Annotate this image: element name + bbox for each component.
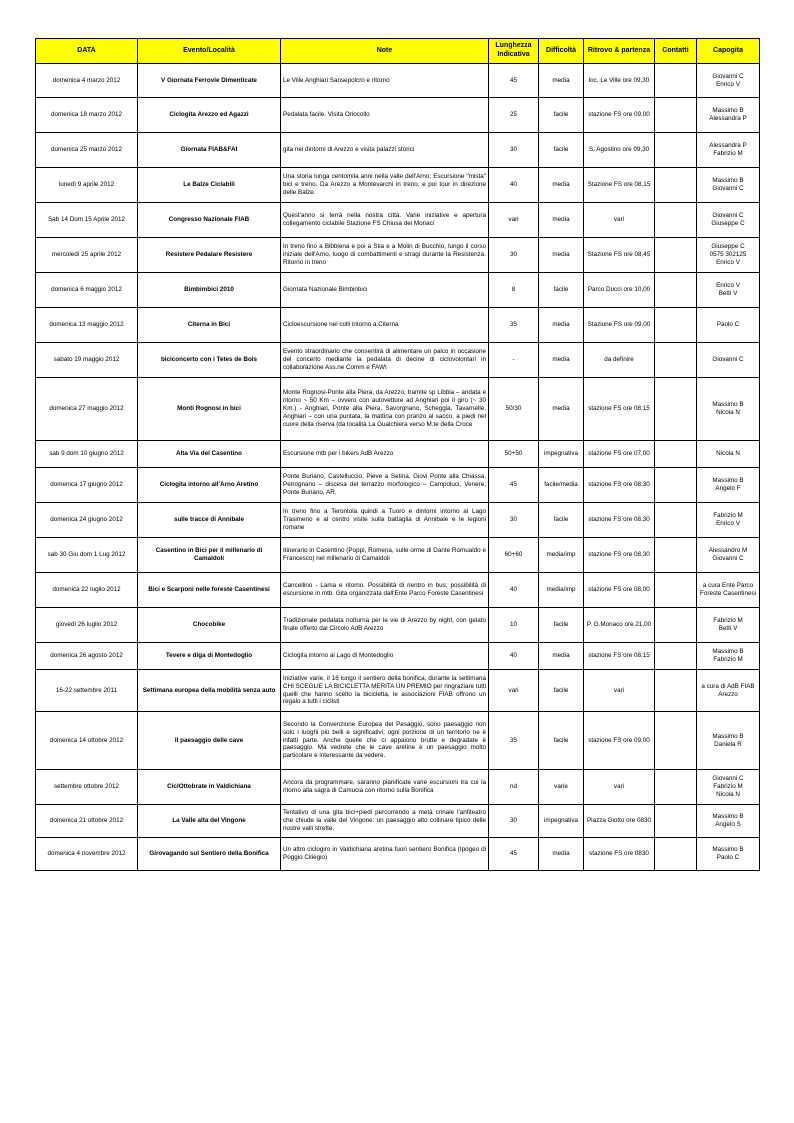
row-contact: [655, 468, 697, 503]
row-date: domenica 26 agosto 2012: [36, 643, 138, 670]
row-difficulty: facile: [539, 670, 584, 712]
row-notes: Tentativo di una gita bici+piedi percorrendo a metà crinale l'anfiteatro che chiude la valle del Vingone: un paesaggio alto collinare tipico delle nostre valli strette.: [281, 805, 489, 838]
row-leader: Massimo B Angelo F: [697, 468, 760, 503]
row-event: V Giornata Ferrovie Dimenticate: [138, 64, 281, 98]
row-notes: Tradizionale pedalata notturna per le vie di Arezzo by night, con gelato finale offerto dal Circolo AdB Arezzo: [281, 608, 489, 643]
row-difficulty: facile: [539, 712, 584, 770]
row-notes: Ciclogita intorno al Lago di Montedoglio: [281, 643, 489, 670]
row-length: 45: [489, 64, 539, 98]
row-meeting: stazione FS ore 08,30: [584, 503, 655, 538]
row-event: Citerna in Bici: [138, 308, 281, 343]
table-row: [36, 308, 760, 343]
row-difficulty: media: [539, 643, 584, 670]
row-date: Sab 14 Dom 15 Aprile 2012: [36, 203, 138, 238]
row-leader: Giovanni C Fabrizio M Nicola N: [697, 770, 760, 805]
table-row: [36, 573, 760, 608]
row-length: 30: [489, 805, 539, 838]
row-event: Giornata FIAB&FAI: [138, 133, 281, 168]
row-meeting: stazione FS ore 08,15: [584, 378, 655, 441]
row-event: Chocobike: [138, 608, 281, 643]
table-row: [36, 378, 760, 441]
row-date: giovedì 26 luglio 2012: [36, 608, 138, 643]
row-notes: Un altro ciclogiro in Valdichiana aretina fuori sentiero Bonifica (Ipogeo di Poggio Ciliegio): [281, 838, 489, 871]
row-event: CiclOttobrate in Valdichiana: [138, 770, 281, 805]
row-leader: Massimo B Daniela R: [697, 712, 760, 770]
row-date: domenica 17 giugno 2012: [36, 468, 138, 503]
row-contact: [655, 608, 697, 643]
row-event: Ciclogita Arezzo ed Agazzi: [138, 98, 281, 133]
row-contact: [655, 770, 697, 805]
table-row: [36, 168, 760, 203]
row-contact: [655, 378, 697, 441]
row-meeting: stazione FS ore 08,30: [584, 468, 655, 503]
row-difficulty: media: [539, 64, 584, 98]
table-row: [36, 538, 760, 573]
row-length: 30: [489, 133, 539, 168]
table-row: [36, 98, 760, 133]
row-meeting: stazione FS ore 0830: [584, 838, 655, 871]
row-leader: Alessandro M Giovanni C: [697, 538, 760, 573]
row-event: Bimbimbici 2010: [138, 273, 281, 308]
row-difficulty: media/imp: [539, 573, 584, 608]
row-length: 50+50: [489, 441, 539, 468]
row-meeting: vari: [584, 203, 655, 238]
row-contact: [655, 573, 697, 608]
row-event: Ciclogita intorno all'Arno Aretino: [138, 468, 281, 503]
row-difficulty: media: [539, 168, 584, 203]
row-meeting: Parco Ducci ore 10,00: [584, 273, 655, 308]
row-length: nd: [489, 770, 539, 805]
row-notes: Secondo la Convenzione Europea del Pesaggio, sono paesaggio non solo i luoghi più belli e significativi; ogni porzione di un territorio ne è infatti parte. Anche quelle che ci appaiono brutte e degradate è paesaggio. Ma vedrete che le cave aretine è un paesaggio molto particolare e interessante da vedere.: [281, 712, 489, 770]
row-contact: [655, 64, 697, 98]
row-event: Bici e Scarponi nelle foreste Casentinesi: [138, 573, 281, 608]
row-notes: Pedalata facile. Visita Oriocollo: [281, 98, 489, 133]
row-difficulty: media: [539, 838, 584, 871]
row-length: 25: [489, 98, 539, 133]
row-difficulty: media: [539, 308, 584, 343]
row-contact: [655, 168, 697, 203]
header-event: Evento/Località: [138, 39, 281, 64]
row-notes: Cicloescursione nei colli intorno a Citerna: [281, 308, 489, 343]
row-date: settembre ottobre 2012: [36, 770, 138, 805]
row-notes: In treno fino a Terontola quindi a Tuoro e dintorni intorno al Lago Trasimeno e al centro visite sulla battaglia di Annibale e le legioni romane: [281, 503, 489, 538]
row-date: domenica 4 novembre 2012: [36, 838, 138, 871]
row-length: vari: [489, 670, 539, 712]
table-row: [36, 670, 760, 712]
table-row: [36, 343, 760, 378]
row-date: domenica 21 ottobre 2012: [36, 805, 138, 838]
row-notes: Iniziative varie, il 16 lungo il sentiero della bonifica, durante la settimana CHI SCEGLIE LA BICICLETTA MERITA UN PREMIO per ringraziare tutti quelli che hanno scelto la bicicletta, le associazioni FIAB offrono un regalo a tutti i ciclisti: [281, 670, 489, 712]
row-notes: Ponte Buriano, Castelluccio, Pieve a Setina, Giovi Ponte alla Chiassa, Petrognano – discesa del terrazzo morfologico – Campoluci, Venere, Ponte Buriano, AR.: [281, 468, 489, 503]
table-row: [36, 712, 760, 770]
row-notes: Le Ville Anghiari Sansepolcro e ritorno: [281, 64, 489, 98]
row-contact: [655, 133, 697, 168]
row-leader: Fabrizio M Enrico V: [697, 503, 760, 538]
row-contact: [655, 670, 697, 712]
row-notes: Escursione mtb per i bikers AdB Arezzo: [281, 441, 489, 468]
events-table: [35, 38, 760, 871]
row-notes: Itinerario in Casentino (Poppi, Romena, sulle orme di Dante Romualdo e Francesco) nel millenario di Camaldoli: [281, 538, 489, 573]
row-contact: [655, 238, 697, 273]
row-meeting: stazione FS ore 09,00: [584, 98, 655, 133]
row-difficulty: impegnativa: [539, 805, 584, 838]
row-length: 30: [489, 238, 539, 273]
row-date: sabato 19 maggio 2012: [36, 343, 138, 378]
row-leader: Fabrizio M Betti V: [697, 608, 760, 643]
row-notes: Evento straordinario che consentirà di alimentare un palco in occasione del concerto mediante la pedalata di decine di ciclovolontari in collaborazione Ass.ne Comm e FAWI: [281, 343, 489, 378]
row-meeting: vari: [584, 770, 655, 805]
row-meeting: vari: [584, 670, 655, 712]
row-meeting: Stazione FS ore 08,15: [584, 168, 655, 203]
table-row: [36, 238, 760, 273]
row-date: domenica 13 maggio 2012: [36, 308, 138, 343]
row-notes: Una storia lunga centomila anni nella valle dell'Arno; Escursione "mista" bici e treno. Da Arezzo a Montevarchi in treno, e poi tour in direzione delle Balze.: [281, 168, 489, 203]
row-leader: Enrico V Betti V: [697, 273, 760, 308]
row-length: 40: [489, 168, 539, 203]
row-contact: [655, 838, 697, 871]
row-meeting: stazione FS ore 09,00: [584, 712, 655, 770]
row-leader: Giovanni C Giuseppe C: [697, 203, 760, 238]
row-date: mercoledì 25 aprile 2012: [36, 238, 138, 273]
row-difficulty: facile: [539, 133, 584, 168]
table-row: [36, 64, 760, 98]
row-event: Le Balze Ciclabili: [138, 168, 281, 203]
row-length: 30: [489, 503, 539, 538]
row-meeting: stazione FS ore 08,15: [584, 643, 655, 670]
row-leader: Massimo B Alessandra P: [697, 98, 760, 133]
header-difficulty: Difficoltà: [539, 39, 584, 64]
row-event: Congresso Nazionale FIAB: [138, 203, 281, 238]
row-leader: Massimo B Giovanni C: [697, 168, 760, 203]
header-meeting: Ritrovo & partenza: [584, 39, 655, 64]
row-contact: [655, 538, 697, 573]
row-leader: Massimo B Paolo C: [697, 838, 760, 871]
row-event: Alta Via del Casentino: [138, 441, 281, 468]
row-length: 50/30: [489, 378, 539, 441]
row-contact: [655, 98, 697, 133]
row-notes: In treno fino a Bibbiena e poi a Stia e a Molin di Bucchio, lungo il corso iniziale dell'Arno, luogo di combattimenti e stragi durante la Resistenza. Ritorno in treno: [281, 238, 489, 273]
row-length: 60+60: [489, 538, 539, 573]
row-leader: Massimo B Nicola N: [697, 378, 760, 441]
row-meeting: stazione FS ore 07,00: [584, 441, 655, 468]
row-notes: gita nei dintorni di Arezzo e visita palazzi storici: [281, 133, 489, 168]
table-row: [36, 133, 760, 168]
row-leader: Giuseppe C 0575 302125 Enrico V: [697, 238, 760, 273]
row-event: La Valle alta del Vingone: [138, 805, 281, 838]
table-row: [36, 441, 760, 468]
row-leader: Giovanni C Enrico V: [697, 64, 760, 98]
row-date: 16-22 settembre 2011: [36, 670, 138, 712]
table-row: [36, 838, 760, 871]
table-row: [36, 203, 760, 238]
row-leader: a cura Ente Parco Foreste Casentinesi: [697, 573, 760, 608]
row-date: domenica 25 marzo 2012: [36, 133, 138, 168]
row-difficulty: media: [539, 343, 584, 378]
row-date: domenica 14 ottobre 2012: [36, 712, 138, 770]
row-length: 35: [489, 308, 539, 343]
row-length: 45: [489, 468, 539, 503]
header-date: DATA: [36, 39, 138, 64]
row-event: Il paesaggio delle cave: [138, 712, 281, 770]
row-date: domenica 4 marzo 2012: [36, 64, 138, 98]
table-row: [36, 608, 760, 643]
row-length: 10: [489, 608, 539, 643]
table-row: [36, 643, 760, 670]
row-event: Monti Rognosi in bici: [138, 378, 281, 441]
row-difficulty: facile/media: [539, 468, 584, 503]
row-date: domenica 6 maggio 2012: [36, 273, 138, 308]
header-leader: Capogita: [697, 39, 760, 64]
row-length: vari: [489, 203, 539, 238]
row-meeting: stazione FS ore 08,00: [584, 573, 655, 608]
row-difficulty: media: [539, 203, 584, 238]
table-row: [36, 805, 760, 838]
row-difficulty: facile: [539, 98, 584, 133]
row-leader: Giovanni C: [697, 343, 760, 378]
row-event: sulle tracce di Annibale: [138, 503, 281, 538]
row-event: Girovagando sul Sentiero della Bonifica: [138, 838, 281, 871]
row-leader: Alessandra P Fabrizio M: [697, 133, 760, 168]
row-contact: [655, 712, 697, 770]
row-leader: Paolo C: [697, 308, 760, 343]
row-leader: Nicola N: [697, 441, 760, 468]
row-meeting: S. Agostino ore 09,30: [584, 133, 655, 168]
row-meeting: stazione FS ore 08,30: [584, 538, 655, 573]
row-length: 35: [489, 712, 539, 770]
row-difficulty: media: [539, 378, 584, 441]
row-meeting: Stazione FS ore 09,00: [584, 308, 655, 343]
row-notes: Quest'anno si terrà nella nostra città. Varie iniziative e apertura collegamento ciclabile Stazione FS Chiusa dei Monaci: [281, 203, 489, 238]
header-notes: Note: [281, 39, 489, 64]
row-difficulty: media: [539, 238, 584, 273]
row-meeting: loc. Le Ville ore 09,30: [584, 64, 655, 98]
row-notes: Monte Rognosi-Ponte alla Piera, da Arezzo, tramite sp Libbia – andata e ritorno ~ 50 Km – ovvero con autovetture ad Anghiari poi il giro (~ 30 Km.) - Anghiari, Ponte alla Piera, Savorgnano, Scheggia, Tavarnelle, Anghiari – con una puntata, la mattina con pranzo al sacco, a piedi nel cuore della riserva (da località La Gualchiera verso M.te della Croce: [281, 378, 489, 441]
row-length: 40: [489, 573, 539, 608]
row-date: sab 9 dom 10 giugno 2012: [36, 441, 138, 468]
table-row: [36, 770, 760, 805]
row-contact: [655, 273, 697, 308]
row-date: lunedì 9 aprile 2012: [36, 168, 138, 203]
row-event: Resistere Pedalare Resistere: [138, 238, 281, 273]
table-row: [36, 273, 760, 308]
row-length: 8: [489, 273, 539, 308]
row-difficulty: facile: [539, 273, 584, 308]
row-difficulty: facile: [539, 503, 584, 538]
row-leader: a cura di AdB FIAB Arezzo: [697, 670, 760, 712]
row-notes: Cancellino - Lama e ritorno. Possibilità di rientro in bus; possibilità di escursione in mtb. Gita organizzata dall'Ente Parco Foreste Casentinesi: [281, 573, 489, 608]
row-contact: [655, 643, 697, 670]
header-contacts: Contatti: [655, 39, 697, 64]
row-meeting: Stazione FS ore 08,45: [584, 238, 655, 273]
table-header-row: [36, 39, 760, 64]
row-contact: [655, 203, 697, 238]
row-length: 45: [489, 838, 539, 871]
row-date: domenica 22 luglio 2012: [36, 573, 138, 608]
row-contact: [655, 805, 697, 838]
row-meeting: P. G.Monaco ore 21,00: [584, 608, 655, 643]
row-difficulty: facile: [539, 608, 584, 643]
row-length: 40: [489, 643, 539, 670]
row-meeting: Piazza Giotto ore 0830: [584, 805, 655, 838]
row-event: Settimana europea della mobilità senza auto: [138, 670, 281, 712]
row-date: domenica 18 marzo 2012: [36, 98, 138, 133]
row-notes: Ancora da programmare, saranno pianificate varie escursioni tra cui la ritorno alla sagra di Camucia con ritorno sulla Bonifica: [281, 770, 489, 805]
row-event: biciconcerto con i Tetes de Bois: [138, 343, 281, 378]
table-row: [36, 468, 760, 503]
row-contact: [655, 343, 697, 378]
row-event: Casentino in Bici per il millenario di Camaldoli: [138, 538, 281, 573]
row-difficulty: varie: [539, 770, 584, 805]
header-length: Lunghezza Indicativa: [489, 39, 539, 64]
row-notes: Giornata Nazionale Bimbinbici: [281, 273, 489, 308]
row-contact: [655, 308, 697, 343]
row-difficulty: impegnativa: [539, 441, 584, 468]
row-leader: Massimo B Fabrizio M: [697, 643, 760, 670]
row-contact: [655, 441, 697, 468]
row-event: Tevere e diga di Montedoglio: [138, 643, 281, 670]
table-body: [36, 64, 760, 871]
row-meeting: da definire: [584, 343, 655, 378]
table-row: [36, 503, 760, 538]
row-leader: Massimo B Angelo S: [697, 805, 760, 838]
row-date: domenica 24 giugno 2012: [36, 503, 138, 538]
row-date: domenica 27 maggio 2012: [36, 378, 138, 441]
row-difficulty: media/imp: [539, 538, 584, 573]
row-contact: [655, 503, 697, 538]
row-length: -: [489, 343, 539, 378]
row-date: sab 30 Giu dom 1 Lug 2012: [36, 538, 138, 573]
